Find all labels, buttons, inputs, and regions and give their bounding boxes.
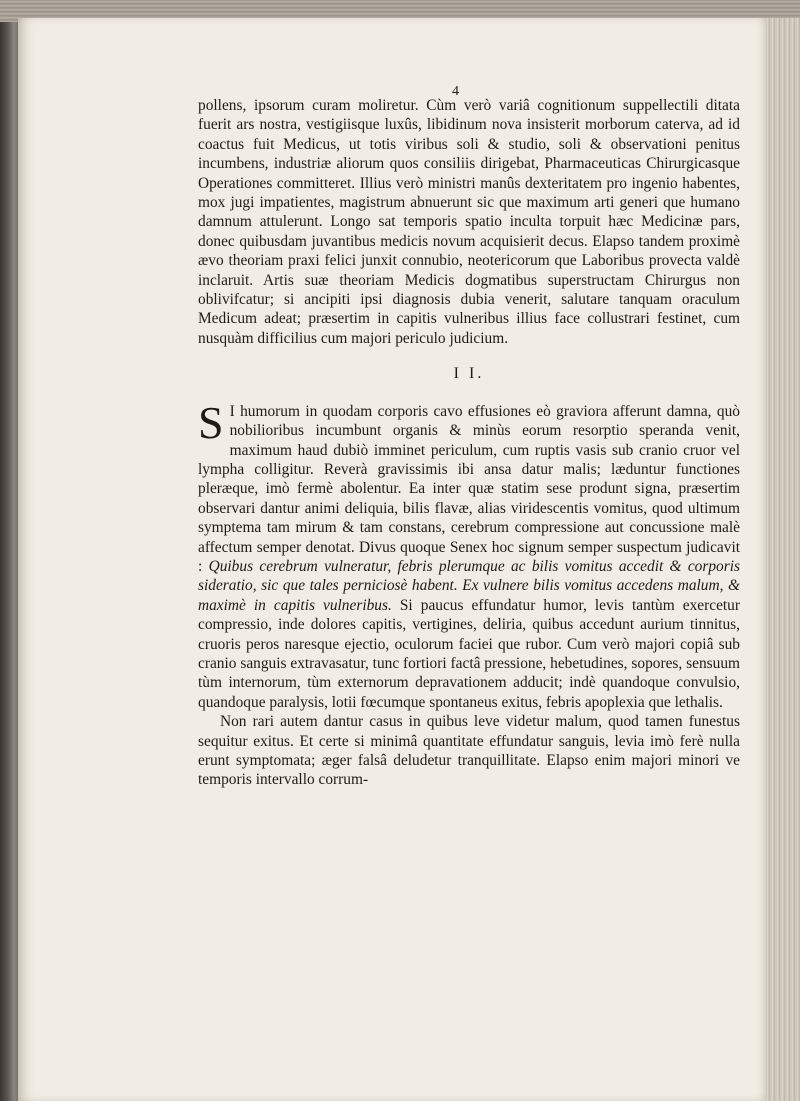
paragraph-section (198, 396, 740, 713)
page-text (198, 86, 740, 790)
page-stack-edge (766, 18, 800, 1101)
page-number: 4 (452, 84, 459, 99)
drop-cap: S (198, 396, 224, 448)
section-numeral: I I. (453, 365, 485, 383)
paragraph-section-text-2: Si paucus effundatur humor, levis tantùm exercetur compressio, inde dolores capitis, vertigines, deliria, quibus accedunt aurium tinnitus, cruoris peros naresque ejectio, oculorum faciei que rubor. Cum verò majori copiâ sub cranio sanguis extravasatur, tunc fortiori factâ pressione, hebetudines, sopores, sensuum tùm internorum, tùm externorum depravationem adducit; indè quandoque convulsio, quandoque paralysis, lotii fœcumque spontaneus exitus, febris apoplexia que lethalis. (198, 596, 740, 711)
hippocrates-quote: Quibus cerebrum vulneratur, febris plerumque ac bilis vomitus accedit & corporis sideratio, sic que tales perniciosè habent. Ex vulnere bilis vomitus accedens malum, & maximè in capitis vulneribus. (198, 557, 740, 614)
paragraph-intro: pollens, ipsorum curam moliretur. Cùm verò variâ cognitionum suppellectili ditata fuerit ars nostra, vestigiisque luxûs, libidinum nova insisterit morborum caterva, ad id coactus fuit Medicus, ut totis viribus soli & studio, soli & observationi penitus incumbens, industriæ aliorum quos consiliis dirigebat, Pharmaceuticas Chirurgicasque Operationes committeret. Illius verò ministri manûs dexteritatem pro ingenio habentes, mox jugi impatientes, magistrum abnuerunt sic que maximum arti generi que humano damnum attulerunt. Longo sat temporis spatio inculta torpuit hæc Medicinæ pars, donec quibusdam juvantibus medicis novum acquisierit decus. Elapso tandem proximè ævo theoriam praxi felici junxit connubio, neotericorum que Laboribus provecta valdè inclaruit. Artis suæ theoriam Medicis dogmatibus superstructam Chirurgus non oblivifcatur; si ancipiti ipsi diagnosis dubia venerit, salutare tanquam oraculum Medicum adeat; præsertim in capitis vulneribus illius face collustrari festinet, cum nusquàm difficilius cum majori periculo judicium. (198, 97, 740, 347)
paragraph-closing: Non rari autem dantur casus in quibus leve videtur malum, quod tamen funestus sequitur exitus. Et certe si minimâ quantitate effundatur sanguis, levia imò ferè nulla erunt symptomata; æger falsâ deludetur tranquillitate. Elapso enim majori minori ve temporis intervallo corrum- (198, 713, 740, 789)
paragraph-section-text-1: I humorum in quodam corporis cavo effusiones eò graviora afferunt damna, quò nobilioribus incumbunt organis & minùs eorum resorptio speranda venit, maximum haud dubiò imminet periculum, cum ruptis vasis sub cranio cruor vel lympha colligitur. Reverà gravissimis ibi ansa datur malis; læduntur functiones pleræque, imò fermè abolentur. Ea inter quæ statim sese produnt signa, præsertim observari dantur animi deliquia, bilis flavæ, alias viridescentis vomitus, quod ultimum symptema tam mirum & tam constans, cerebrum compressione aut concussione malè affectum semper denotat. Divus quoque Senex hoc signum semper suspectum judicavit : (198, 402, 740, 575)
